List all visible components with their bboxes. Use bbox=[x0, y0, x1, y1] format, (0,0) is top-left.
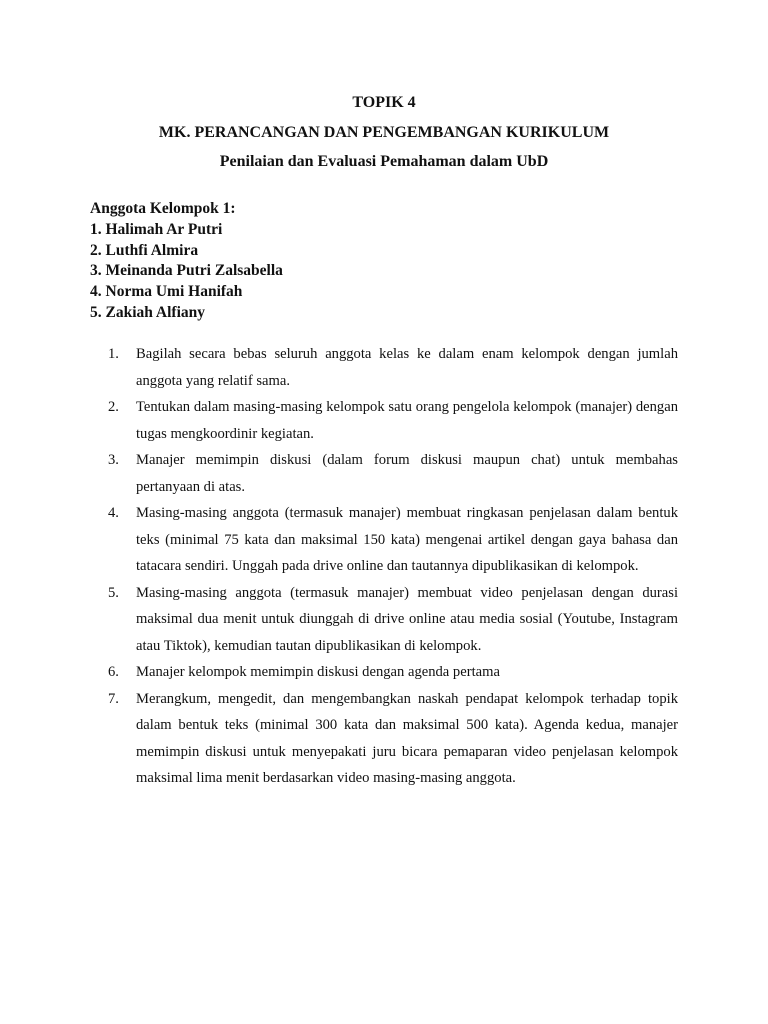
member-item: 5. Zakiah Alfiany bbox=[90, 303, 205, 321]
instruction-text: Manajer memimpin diskusi (dalam forum diskusi maupun chat) untuk membahas pertanyaan di atas. bbox=[136, 452, 678, 495]
instruction-item bbox=[108, 580, 678, 660]
member-item: 4. Norma Umi Hanifah bbox=[90, 283, 243, 301]
member-item: 2. Luthfi Almira bbox=[90, 241, 199, 259]
instruction-number: 3. bbox=[108, 452, 119, 468]
document-subtitle: Penilaian dan Evaluasi Pemahaman dalam UbD bbox=[219, 153, 549, 170]
topic-title: TOPIK 4 bbox=[352, 94, 416, 111]
instruction-item bbox=[108, 447, 678, 500]
instruction-item bbox=[108, 500, 678, 580]
instruction-number: 2. bbox=[108, 399, 119, 415]
instruction-text: Manajer kelompok memimpin diskusi dengan agenda pertama bbox=[136, 664, 500, 680]
course-title: MK. PERANCANGAN DAN PENGEMBANGAN KURIKULUM bbox=[158, 124, 610, 141]
member-item: 3. Meinanda Putri Zalsabella bbox=[90, 262, 283, 280]
instruction-number: 5. bbox=[108, 584, 119, 601]
group-members-block bbox=[90, 199, 283, 324]
instruction-number: 1. bbox=[108, 346, 119, 362]
instruction-item bbox=[108, 686, 678, 792]
instruction-item bbox=[108, 394, 678, 447]
instruction-text: Masing-masing anggota (termasuk manajer) membuat video penjelasan dengan durasi maksimal dua menit untuk diunggah di drive online atau media sosial (Youtube, Instagram atau Tiktok), kemudian tautan dipublikasikan di kelompok. bbox=[136, 584, 678, 654]
instruction-number: 4. bbox=[108, 505, 119, 521]
instruction-text: Bagilah secara bebas seluruh anggota kelas ke dalam enam kelompok dengan jumlah anggota yang relatif sama. bbox=[136, 346, 678, 389]
instruction-number: 7. bbox=[108, 690, 119, 707]
instruction-item bbox=[108, 341, 678, 394]
instruction-list bbox=[108, 341, 678, 792]
member-item: 1. Halimah Ar Putri bbox=[90, 220, 223, 238]
instruction-text: Tentukan dalam masing-masing kelompok satu orang pengelola kelompok (manajer) dengan tugas mengkoordinir kegiatan. bbox=[136, 399, 678, 442]
group-heading: Anggota Kelompok 1: bbox=[90, 200, 236, 217]
instruction-number: 6. bbox=[108, 664, 119, 680]
instruction-item bbox=[108, 659, 678, 686]
instruction-text: Masing-masing anggota (termasuk manajer) membuat ringkasan penjelasan dalam bentuk teks (minimal 75 kata dan maksimal 150 kata) mengenai artikel dengan gaya bahasa dan tatacara sendiri. Unggah pada drive online dan tautannya dipublikasikan di kelompok. bbox=[136, 505, 678, 574]
instruction-text: Merangkum, mengedit, dan mengembangkan naskah pendapat kelompok terhadap topik dalam bentuk teks (minimal 300 kata dan maksimal 500 kata). Agenda kedua, manajer memimpin diskusi untuk menyepakati juru bicara pemaparan video penjelasan kelompok maksimal lima menit berdasarkan video masing-masing anggota. bbox=[136, 690, 678, 786]
